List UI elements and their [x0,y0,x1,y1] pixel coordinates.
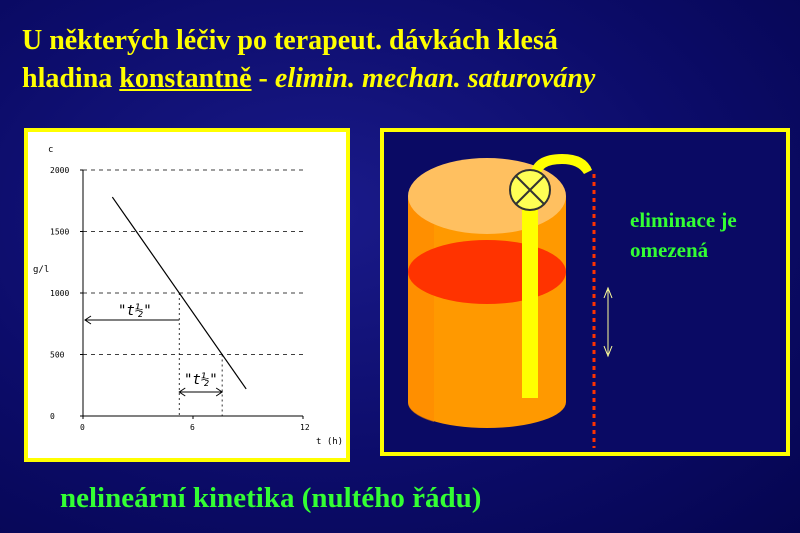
half-life-arrow-icon [179,388,222,396]
y-tick-label: 1000 [50,289,70,298]
slide-footer: nelineární kinetika (nultého řádu) [60,482,482,514]
y-axis-unit-label: g/l [33,265,50,275]
y-tick-label: 2000 [50,166,70,175]
x-axis-label: t (h) [316,437,344,447]
tank-body-shade [408,196,434,422]
title-dash: - [251,63,275,94]
title-line-1: U některých léčiv po terapeut. dávkách klesá [22,25,558,56]
level-change-arrow-icon [604,288,612,356]
half-life-annotation-1: "t½" [118,303,152,319]
slide-title [22,22,792,98]
tank-diagram-panel [380,128,790,456]
y-tick-label: 500 [50,350,65,360]
tank-diagram [384,132,786,452]
x-tick-label: 6 [190,423,195,432]
x-tick-label: 0 [80,423,85,432]
x-tick-label: 12 [300,423,310,432]
concentration-chart-panel [24,128,350,462]
title-underlined-word: konstantně [119,63,252,94]
liquid-surface [408,240,566,304]
elimination-note: eliminace je omezená [630,208,737,262]
half-life-annotation-2: "t½" [184,372,218,388]
title-italic-part: elimin. mechan. saturovány [274,63,596,94]
title-part-a: hladina [22,63,120,94]
y-axis-top-label: c [48,145,54,155]
drain-pipe [522,198,538,398]
concentration-chart [28,132,346,458]
y-tick-label: 1500 [50,227,70,237]
title-line-2 [22,60,792,98]
y-tick-label: 0 [50,412,55,421]
